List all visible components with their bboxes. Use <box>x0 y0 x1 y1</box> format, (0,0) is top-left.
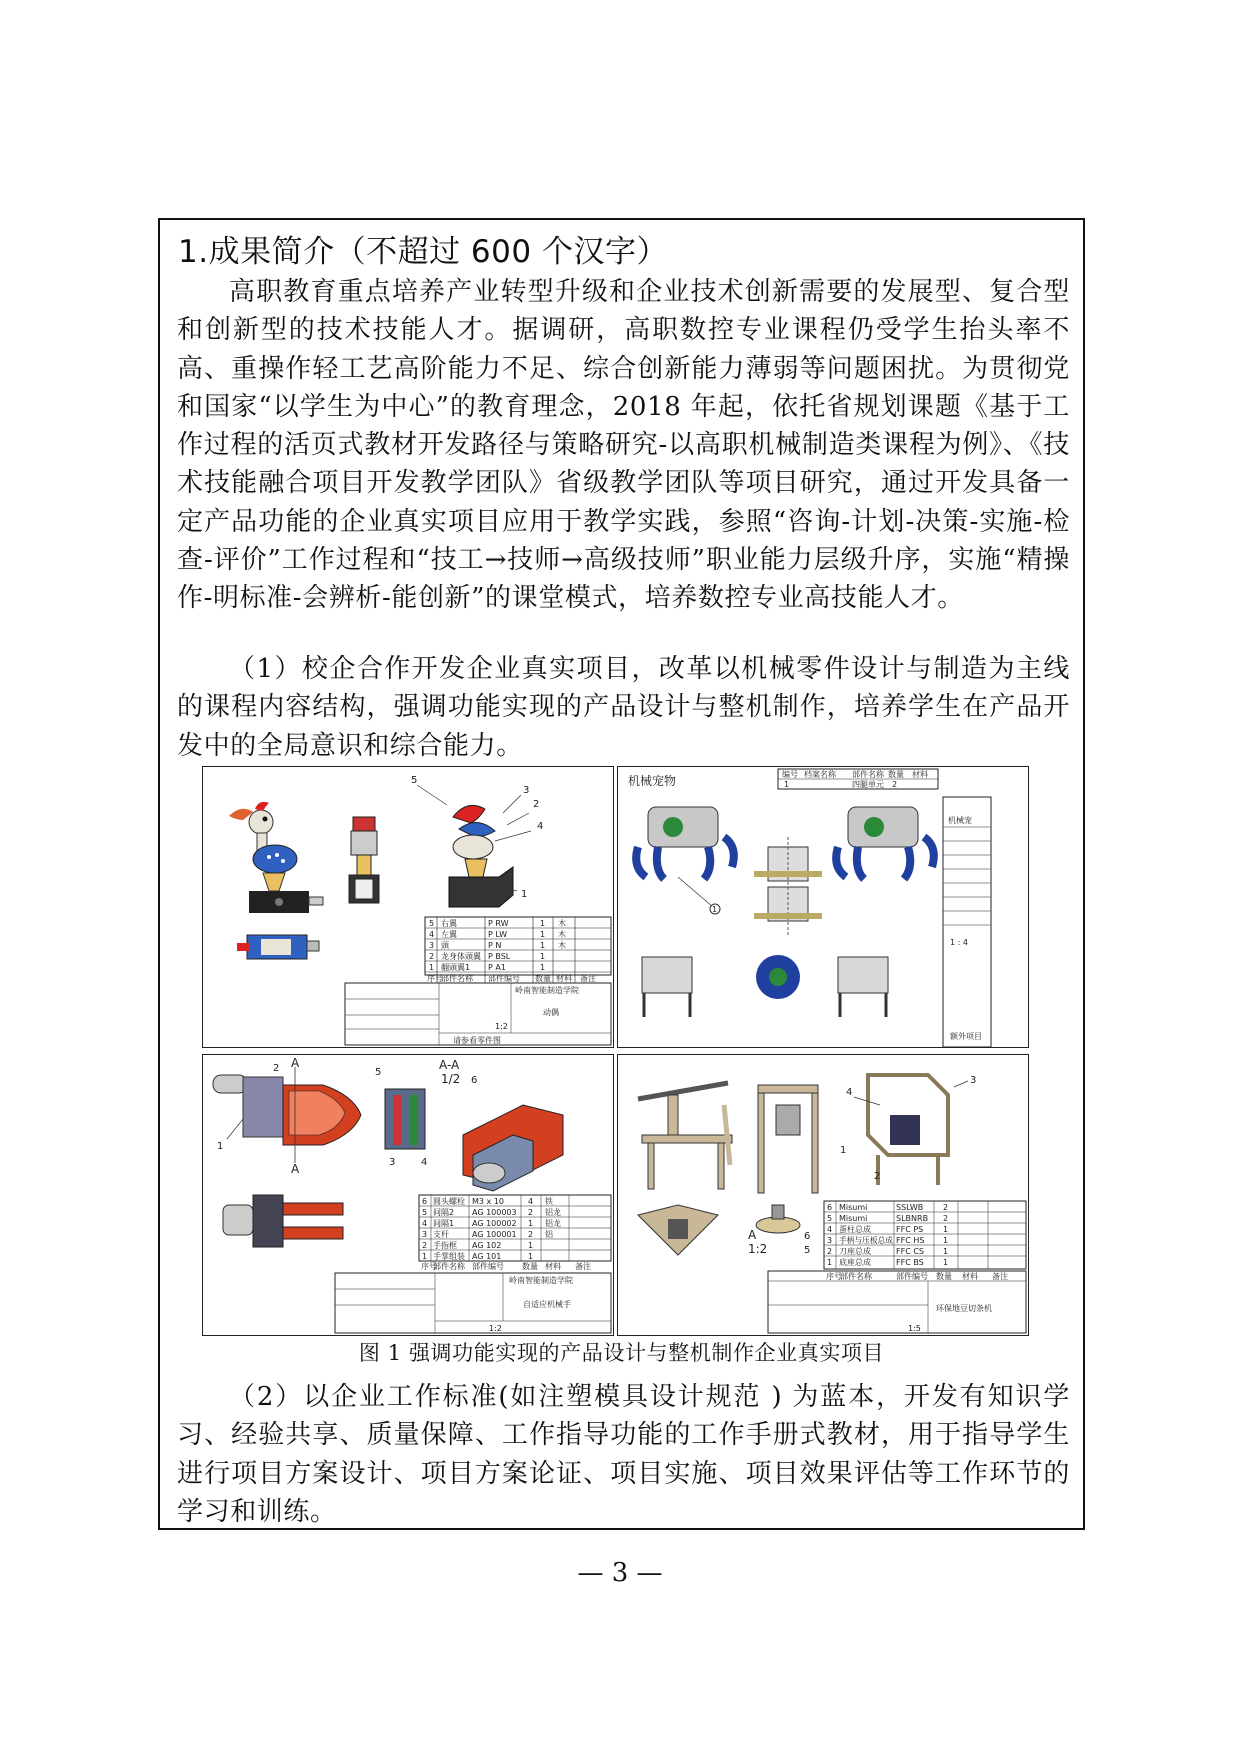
pet-header-file: 档案名称 <box>804 770 836 779</box>
g-bom-4-no: 4 <box>422 1219 428 1228</box>
gripper-callout-2: 2 <box>273 1063 280 1074</box>
cutter-iso-view <box>840 1075 976 1185</box>
g-bom-header-remark: 备注 <box>575 1262 591 1271</box>
bom-row-3-no: 3 <box>429 941 435 950</box>
g-bom-2-qty: 1 <box>528 1241 534 1250</box>
bom-header-code: 部件编号 <box>488 974 520 983</box>
c-bom-header-name: 部件名称 <box>840 1272 872 1281</box>
g-bom-2-no: 2 <box>422 1241 428 1250</box>
cutter-title-block <box>768 1271 1026 1333</box>
gripper-title: 自适应机械手 <box>523 1300 571 1309</box>
bom-row-2-qty: 1 <box>540 952 546 961</box>
c-bom-6-code: SSLWB <box>896 1203 924 1212</box>
cutter-top-view <box>638 1205 718 1255</box>
gripper-scale: 1:2 <box>489 1324 502 1333</box>
bird-bom-table <box>425 917 611 983</box>
figure-panel-potato-cutter <box>617 1054 1029 1336</box>
g-bom-6-name: 圆头螺栓 <box>433 1197 465 1206</box>
bom-row-5-no: 5 <box>429 919 435 928</box>
bom-row-5-mat: 木 <box>558 919 566 928</box>
bom-row-5-code: P RW <box>488 919 509 928</box>
pet-side-title: 机械宠 <box>948 816 972 825</box>
drawing-title: 动偶 <box>543 1008 559 1017</box>
c-bom-5-code: SLBNRB <box>896 1214 929 1223</box>
cutter-section-scale: 1:2 <box>748 1242 768 1256</box>
gripper-callout-6: 6 <box>471 1075 478 1086</box>
callout-4: 4 <box>537 821 544 832</box>
pet-header-qty: 数量 <box>888 770 904 779</box>
g-bom-5-no: 5 <box>422 1208 428 1217</box>
pet-bottom-views <box>642 955 888 1017</box>
g-bom-6-no: 6 <box>422 1197 428 1206</box>
bom-row-5-name: 右翼 <box>441 919 457 928</box>
g-bom-2-code: AG 102 <box>472 1241 502 1250</box>
callout-5: 5 <box>411 775 418 786</box>
g-bom-3-name: 支杆 <box>433 1230 449 1239</box>
c-bom-2-name: 刀座总成 <box>839 1247 871 1256</box>
cutter-callout-3: 3 <box>970 1075 977 1086</box>
g-bom-3-mat: 铝 <box>545 1230 553 1239</box>
g-bom-6-qty: 4 <box>528 1197 534 1206</box>
c-bom-3-code: FFC HS <box>896 1236 925 1245</box>
bom-row-1-no: 1 <box>429 963 435 972</box>
bird-toy-drawing <box>203 767 614 1048</box>
cutter-scale: 1:5 <box>908 1324 921 1333</box>
cutter-callout-6: 6 <box>804 1231 811 1242</box>
paragraph-intro: 高职教育重点培养产业转型升级和企业技术创新需要的发展型、复合型和创新型的技术技能人才。据调研，高职数控专业课程仍受学生抬头率不高、重操作轻工艺高阶能力不足、综合创新能力薄弱等问题困扰。为贯彻党和国家“以学生为中心”的教育理念，2018 年起，依托省规划课题《基于工作过程的活页式教材开发路径与策略研究-以高职机械制造类课程为例》、《技术技能融合项目开发教学团队》省级教学团队等项目研究，通过开发具备一定产品功能的企业真实项目应用于教学实践，参照“咨询-计划-决策-实施-检查-评价”工作过程和“技工→技师→高级技师”职业能力层级升序，实施“精操作-明标准-会辨析-能创新”的课堂模式，培养数控专业高技能人才。 <box>177 277 1070 614</box>
c-bom-1-name: 底座总成 <box>839 1258 871 1267</box>
bom-header-no: 序号 <box>427 974 443 983</box>
gripper-school: 岭南智能制造学院 <box>509 1276 573 1285</box>
bird-front-view <box>229 802 323 913</box>
bom-header-name: 部件名称 <box>441 974 473 983</box>
paragraph-item-2: （2）以企业工作标准(如注塑模具设计规范 ) 为蓝本，开发有知识学习、经验共享、质量保障、工作指导功能的工作手册式教材，用于指导学生进行项目方案设计、项目方案论证、项目实施、项目效果评估等工作环节的学习和训练。 <box>177 1382 1070 1527</box>
cutter-callout-5: 5 <box>804 1245 811 1256</box>
c-bom-1-no: 1 <box>827 1258 833 1267</box>
bom-row-2-no: 2 <box>429 952 435 961</box>
section-label: A-A <box>439 1058 460 1072</box>
gripper-bom-table <box>419 1195 611 1271</box>
gripper-section-view <box>375 1058 477 1168</box>
g-bom-1-no: 1 <box>422 1252 428 1261</box>
pet-side-scale: 1 : 4 <box>950 938 968 947</box>
robot-pet-drawing <box>618 767 1029 1048</box>
gripper-callout-4: 4 <box>421 1157 428 1168</box>
pet-header-table <box>778 769 938 789</box>
c-bom-3-qty: 1 <box>943 1236 949 1245</box>
cutter-title: 环保地豆切条机 <box>936 1304 992 1313</box>
figure-panel-gripper <box>202 1054 614 1336</box>
bom-row-5-qty: 1 <box>540 919 546 928</box>
gripper-front-view <box>223 1195 343 1247</box>
bom-row-2-code: P BSL <box>488 952 511 961</box>
g-bom-5-qty: 2 <box>528 1208 534 1217</box>
c-bom-2-no: 2 <box>827 1247 833 1256</box>
c-bom-6-no: 6 <box>827 1203 833 1212</box>
cutter-side-view <box>758 1085 818 1193</box>
drawing-note: 请参看零件图 <box>453 1036 501 1045</box>
c-bom-header-code: 部件编号 <box>896 1272 928 1281</box>
gripper-iso-view <box>463 1105 563 1191</box>
bom-header-remark: 备注 <box>580 974 596 983</box>
c-bom-6-qty: 2 <box>943 1203 949 1212</box>
cutter-callout-1: 1 <box>840 1145 847 1156</box>
content-box <box>158 218 1085 1530</box>
bom-row-2-name: 龙身体頭翼 <box>441 952 481 961</box>
section-marker-top: A <box>291 1056 300 1070</box>
g-bom-3-qty: 2 <box>528 1230 534 1239</box>
bom-header-mat: 材料 <box>556 974 572 983</box>
bom-row-3-mat: 木 <box>558 941 566 950</box>
g-bom-4-code: AG 100002 <box>472 1219 517 1228</box>
bom-row-4-no: 4 <box>429 930 435 939</box>
bom-row-4-mat: 木 <box>558 930 566 939</box>
school-name: 岭南智能制造学院 <box>515 986 579 995</box>
c-bom-header-qty: 数量 <box>936 1272 952 1281</box>
g-bom-header-qty: 数量 <box>522 1262 538 1271</box>
section-marker-bottom: A <box>291 1162 300 1176</box>
figure-caption: 图 1 强调功能实现的产品设计与整机制作企业真实项目 <box>358 1341 885 1365</box>
callout-1: 1 <box>521 889 528 900</box>
c-bom-header-remark: 备注 <box>992 1272 1008 1281</box>
g-bom-1-name: 手掌组装 <box>433 1252 465 1261</box>
page-number: — 3 — <box>577 1558 663 1588</box>
bom-row-1-code: P A1 <box>488 963 506 972</box>
g-bom-4-name: 间隔1 <box>433 1219 455 1228</box>
c-bom-2-code: FFC CS <box>896 1247 924 1256</box>
cutter-bom-table <box>824 1201 1026 1269</box>
drawing-scale: 1:2 <box>495 1022 508 1031</box>
g-bom-header-code: 部件编号 <box>472 1262 504 1271</box>
potato-cutter-drawing <box>618 1055 1029 1336</box>
g-bom-6-mat: 铁 <box>545 1197 553 1206</box>
bird-iso-view <box>411 775 543 907</box>
c-bom-5-no: 5 <box>827 1214 833 1223</box>
gripper-top-view <box>213 1056 361 1176</box>
gripper-callout-1: 1 <box>217 1141 224 1152</box>
c-bom-header-mat: 材料 <box>962 1272 978 1281</box>
figure-panel-robot-pet <box>617 766 1029 1048</box>
pet-exploded-view <box>754 837 822 937</box>
bom-row-1-name: 翻頭翼1 <box>441 963 471 972</box>
c-bom-header-no: 序号 <box>826 1272 842 1281</box>
bird-title-block <box>345 983 611 1045</box>
bom-row-3-qty: 1 <box>540 941 546 950</box>
paragraph-item-1: （1）校企合作开发企业真实项目，改革以机械零件设计与制造为主线的课程内容结构，强调功能实现的产品设计与整机制作，培养学生在产品开发中的全局意识和综合能力。 <box>177 654 1070 761</box>
c-bom-6-name: Misumi <box>839 1203 868 1212</box>
pet-header-part: 部件名称 <box>852 770 884 779</box>
bom-header-qty: 数量 <box>535 974 551 983</box>
g-bom-3-no: 3 <box>422 1230 428 1239</box>
bom-row-3-code: P N <box>488 941 502 950</box>
g-bom-6-code: M3 x 10 <box>472 1197 504 1206</box>
c-bom-2-qty: 1 <box>943 1247 949 1256</box>
figure-panel-bird-toy <box>202 766 614 1048</box>
cutter-callout-2: 2 <box>874 1171 881 1182</box>
cutter-front-view <box>638 1083 732 1189</box>
bird-top-view <box>237 935 319 959</box>
c-bom-5-name: Misumi <box>839 1214 868 1223</box>
callout-3: 3 <box>523 785 530 796</box>
pet-title: 机械宠物 <box>628 774 677 788</box>
pet-row-qty: 2 <box>892 780 898 789</box>
pet-callout-1: 1 <box>712 905 718 914</box>
gripper-drawing <box>203 1055 614 1336</box>
g-bom-1-qty: 1 <box>528 1252 534 1261</box>
pet-header-no: 编号 <box>782 770 798 779</box>
g-bom-5-name: 间隔2 <box>433 1208 455 1217</box>
bom-row-4-name: 左翼 <box>441 930 457 939</box>
c-bom-3-name: 手柄与压板总成 <box>839 1236 895 1245</box>
g-bom-header-no: 序号 <box>421 1262 437 1271</box>
g-bom-4-qty: 1 <box>528 1219 534 1228</box>
g-bom-header-mat: 材料 <box>545 1262 561 1271</box>
c-bom-4-qty: 1 <box>943 1225 949 1234</box>
pet-row-no: 1 <box>784 780 790 789</box>
section-scale: 1/2 <box>441 1072 461 1086</box>
pet-side-title-block <box>943 797 991 1047</box>
pet-side-note: 额外项目 <box>950 1032 982 1041</box>
section-heading: 1.成果简介（不超过 600 个汉字） <box>178 234 668 270</box>
callout-2: 2 <box>533 799 540 810</box>
c-bom-3-no: 3 <box>827 1236 833 1245</box>
g-bom-4-mat: 铝龙 <box>545 1219 561 1228</box>
c-bom-1-qty: 1 <box>943 1258 949 1267</box>
cutter-callout-4: 4 <box>846 1087 853 1098</box>
pet-robot-right <box>836 807 934 879</box>
g-bom-2-name: 手指框 <box>433 1241 457 1250</box>
bird-side-view <box>349 817 379 903</box>
pet-row-part: 四腿单元 <box>852 780 884 789</box>
c-bom-4-name: 蛋柱总成 <box>839 1225 871 1234</box>
cutter-detail-view <box>748 1205 810 1256</box>
g-bom-header-name: 部件名称 <box>433 1262 465 1271</box>
gripper-title-block <box>335 1273 611 1333</box>
c-bom-1-code: FFC BS <box>896 1258 924 1267</box>
bom-row-3-name: 頭 <box>441 941 449 950</box>
gripper-callout-5: 5 <box>375 1067 382 1078</box>
g-bom-5-mat: 铝龙 <box>545 1208 561 1217</box>
bom-row-1-qty: 1 <box>540 963 546 972</box>
c-bom-4-code: FFC PS <box>896 1225 924 1234</box>
bom-row-4-qty: 1 <box>540 930 546 939</box>
g-bom-3-code: AG 100001 <box>472 1230 517 1239</box>
figure-1 <box>202 766 1029 1336</box>
gripper-callout-3: 3 <box>389 1157 396 1168</box>
c-bom-5-qty: 2 <box>943 1214 949 1223</box>
bom-row-4-code: P LW <box>488 930 507 939</box>
cutter-section-label: A <box>748 1228 757 1242</box>
pet-robot-left <box>636 807 734 879</box>
g-bom-1-code: AG 101 <box>472 1252 502 1261</box>
pet-header-mat: 材料 <box>912 770 928 779</box>
c-bom-4-no: 4 <box>827 1225 833 1234</box>
g-bom-5-code: AG 100003 <box>472 1208 517 1217</box>
